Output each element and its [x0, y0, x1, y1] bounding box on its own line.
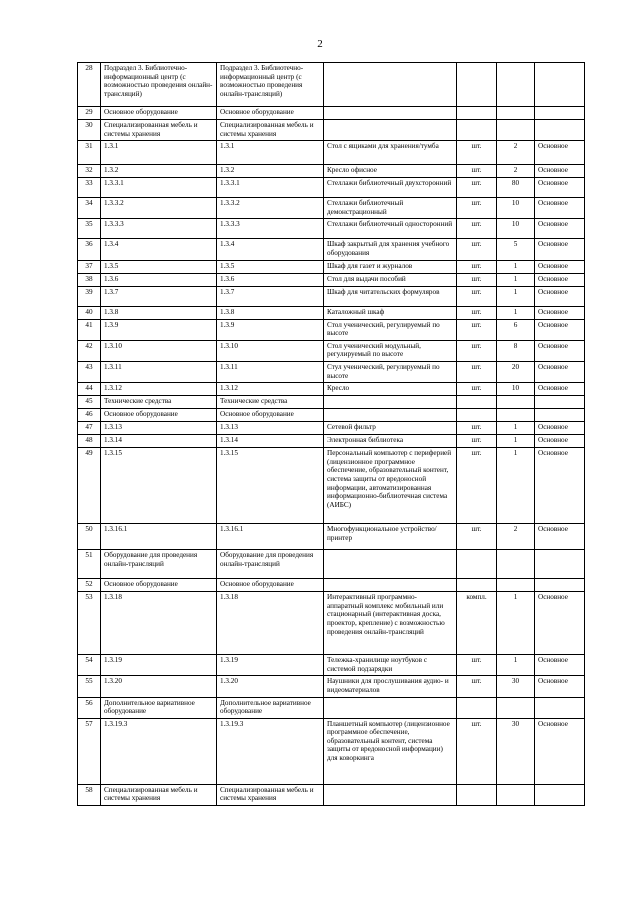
code-cell: Дополнительное вариативное оборудование: [217, 697, 324, 718]
code-cell: Основное оборудование: [217, 579, 324, 592]
quantity-cell: 1: [497, 422, 535, 435]
unit-cell: [457, 697, 497, 718]
code-cell: 1.3.1: [217, 141, 324, 165]
quantity-cell: 1: [497, 260, 535, 273]
unit-cell: шт.: [457, 141, 497, 165]
section-code-cell: Основное оборудование: [101, 409, 217, 422]
item-name-cell: Шкаф закрытый для хранения учебного оборудования: [324, 239, 457, 260]
quantity-cell: [497, 409, 535, 422]
section-code-cell: Основное оборудование: [101, 579, 217, 592]
quantity-cell: 80: [497, 178, 535, 198]
row-number-cell: 54: [78, 655, 101, 676]
section-code-cell: 1.3.4: [101, 239, 217, 260]
unit-cell: шт.: [457, 319, 497, 340]
quantity-cell: 8: [497, 340, 535, 361]
row-number-cell: 46: [78, 409, 101, 422]
equipment-type-cell: Основное: [535, 306, 585, 319]
equipment-type-cell: [535, 579, 585, 592]
unit-cell: [457, 579, 497, 592]
equipment-table: [77, 62, 585, 806]
item-name-cell: Многофункциональное устройство/принтер: [324, 524, 457, 550]
equipment-type-cell: Основное: [535, 383, 585, 396]
table-row: [78, 592, 585, 655]
equipment-type-cell: Основное: [535, 435, 585, 448]
unit-cell: шт.: [457, 198, 497, 219]
table-row: [78, 306, 585, 319]
section-code-cell: 1.3.3.1: [101, 178, 217, 198]
section-code-cell: Подраздел 3. Библиотечно-информационный центр (с возможностью проведения онлайн-трансляций): [101, 63, 217, 107]
table-row: [78, 319, 585, 340]
unit-cell: [457, 550, 497, 579]
row-number-cell: 52: [78, 579, 101, 592]
row-number-cell: 29: [78, 107, 101, 120]
item-name-cell: [324, 784, 457, 805]
section-code-cell: 1.3.13: [101, 422, 217, 435]
code-cell: 1.3.10: [217, 340, 324, 361]
quantity-cell: [497, 107, 535, 120]
equipment-type-cell: Основное: [535, 219, 585, 239]
section-code-cell: 1.3.19.3: [101, 718, 217, 784]
table-row: [78, 422, 585, 435]
unit-cell: [457, 409, 497, 422]
item-name-cell: Стул ученический, регулируемый по высоте: [324, 361, 457, 382]
section-code-cell: 1.3.8: [101, 306, 217, 319]
quantity-cell: 1: [497, 435, 535, 448]
unit-cell: шт.: [457, 448, 497, 524]
section-code-cell: 1.3.11: [101, 361, 217, 382]
table-row: [78, 198, 585, 219]
unit-cell: шт.: [457, 219, 497, 239]
item-name-cell: Наушники для прослушивания аудио- и видеоматериалов: [324, 676, 457, 697]
code-cell: Подраздел 3. Библиотечно-информационный центр (с возможностью проведения онлайн-трансляций): [217, 63, 324, 107]
item-name-cell: Стол ученический, регулируемый по высоте: [324, 319, 457, 340]
equipment-type-cell: Основное: [535, 319, 585, 340]
code-cell: 1.3.11: [217, 361, 324, 382]
item-name-cell: [324, 107, 457, 120]
code-cell: Основное оборудование: [217, 409, 324, 422]
section-code-cell: 1.3.9: [101, 319, 217, 340]
equipment-type-cell: Основное: [535, 718, 585, 784]
item-name-cell: [324, 579, 457, 592]
equipment-type-cell: [535, 396, 585, 409]
table-row: [78, 697, 585, 718]
quantity-cell: 6: [497, 319, 535, 340]
quantity-cell: [497, 579, 535, 592]
table-row: [78, 396, 585, 409]
section-code-cell: 1.3.20: [101, 676, 217, 697]
equipment-type-cell: Основное: [535, 198, 585, 219]
section-code-cell: 1.3.16.1: [101, 524, 217, 550]
code-cell: Специализированная мебель и системы хранения: [217, 120, 324, 141]
code-cell: 1.3.8: [217, 306, 324, 319]
row-number-cell: 55: [78, 676, 101, 697]
quantity-cell: 20: [497, 361, 535, 382]
section-code-cell: Дополнительное вариативное оборудование: [101, 697, 217, 718]
section-code-cell: 1.3.12: [101, 383, 217, 396]
table-row: [78, 273, 585, 286]
quantity-cell: 10: [497, 198, 535, 219]
unit-cell: [457, 107, 497, 120]
item-name-cell: Сетевой фильтр: [324, 422, 457, 435]
table-row: [78, 120, 585, 141]
unit-cell: шт.: [457, 655, 497, 676]
item-name-cell: Персональный компьютер с периферией (лицензионное программное обеспечение, образовательный контент, система защиты от вредоносной информации, автоматизированная информационно-библиотечная система (АИБС): [324, 448, 457, 524]
item-name-cell: [324, 120, 457, 141]
quantity-cell: 2: [497, 524, 535, 550]
equipment-type-cell: Основное: [535, 448, 585, 524]
table-row: [78, 141, 585, 165]
quantity-cell: [497, 63, 535, 107]
equipment-type-cell: Основное: [535, 141, 585, 165]
item-name-cell: Кресло офисное: [324, 165, 457, 178]
unit-cell: шт.: [457, 718, 497, 784]
equipment-type-cell: Основное: [535, 178, 585, 198]
quantity-cell: 1: [497, 655, 535, 676]
unit-cell: шт.: [457, 306, 497, 319]
code-cell: 1.3.19: [217, 655, 324, 676]
quantity-cell: [497, 784, 535, 805]
row-number-cell: 32: [78, 165, 101, 178]
code-cell: Технические средства: [217, 396, 324, 409]
code-cell: 1.3.20: [217, 676, 324, 697]
equipment-type-cell: [535, 63, 585, 107]
row-number-cell: 51: [78, 550, 101, 579]
unit-cell: шт.: [457, 361, 497, 382]
row-number-cell: 42: [78, 340, 101, 361]
item-name-cell: Кресло: [324, 383, 457, 396]
equipment-type-cell: [535, 697, 585, 718]
table-row: [78, 63, 585, 107]
section-code-cell: 1.3.1: [101, 141, 217, 165]
row-number-cell: 47: [78, 422, 101, 435]
quantity-cell: 1: [497, 286, 535, 306]
row-number-cell: 50: [78, 524, 101, 550]
code-cell: Специализированная мебель и системы хранения: [217, 784, 324, 805]
section-code-cell: 1.3.3.3: [101, 219, 217, 239]
row-number-cell: 44: [78, 383, 101, 396]
equipment-type-cell: Основное: [535, 676, 585, 697]
unit-cell: шт.: [457, 383, 497, 396]
quantity-cell: 2: [497, 165, 535, 178]
row-number-cell: 57: [78, 718, 101, 784]
quantity-cell: 5: [497, 239, 535, 260]
code-cell: Основное оборудование: [217, 107, 324, 120]
row-number-cell: 56: [78, 697, 101, 718]
unit-cell: шт.: [457, 524, 497, 550]
section-code-cell: Специализированная мебель и системы хранения: [101, 120, 217, 141]
item-name-cell: Тележка-хранилище ноутбуков с системой подзарядки: [324, 655, 457, 676]
quantity-cell: 30: [497, 718, 535, 784]
equipment-type-cell: [535, 550, 585, 579]
equipment-type-cell: Основное: [535, 592, 585, 655]
section-code-cell: Технические средства: [101, 396, 217, 409]
equipment-type-cell: [535, 107, 585, 120]
item-name-cell: [324, 697, 457, 718]
table-row: [78, 435, 585, 448]
code-cell: 1.3.3.3: [217, 219, 324, 239]
table-row: [78, 448, 585, 524]
equipment-type-cell: Основное: [535, 422, 585, 435]
section-code-cell: 1.3.3.2: [101, 198, 217, 219]
table-row: [78, 676, 585, 697]
row-number-cell: 39: [78, 286, 101, 306]
code-cell: 1.3.5: [217, 260, 324, 273]
item-name-cell: [324, 63, 457, 107]
quantity-cell: 30: [497, 676, 535, 697]
code-cell: 1.3.15: [217, 448, 324, 524]
equipment-type-cell: Основное: [535, 340, 585, 361]
table-row: [78, 107, 585, 120]
equipment-type-cell: Основное: [535, 286, 585, 306]
quantity-cell: 1: [497, 592, 535, 655]
table-row: [78, 655, 585, 676]
table-row: [78, 409, 585, 422]
section-code-cell: 1.3.5: [101, 260, 217, 273]
quantity-cell: [497, 120, 535, 141]
table-row: [78, 361, 585, 382]
quantity-cell: 1: [497, 448, 535, 524]
item-name-cell: [324, 396, 457, 409]
unit-cell: шт.: [457, 239, 497, 260]
unit-cell: шт.: [457, 165, 497, 178]
item-name-cell: Каталожный шкаф: [324, 306, 457, 319]
section-code-cell: 1.3.19: [101, 655, 217, 676]
section-code-cell: 1.3.2: [101, 165, 217, 178]
section-code-cell: 1.3.14: [101, 435, 217, 448]
equipment-type-cell: [535, 784, 585, 805]
code-cell: 1.3.14: [217, 435, 324, 448]
unit-cell: шт.: [457, 340, 497, 361]
row-number-cell: 43: [78, 361, 101, 382]
quantity-cell: 10: [497, 383, 535, 396]
unit-cell: шт.: [457, 676, 497, 697]
section-code-cell: Специализированная мебель и системы хранения: [101, 784, 217, 805]
table-row: [78, 286, 585, 306]
unit-cell: [457, 120, 497, 141]
item-name-cell: Стеллажи библиотечный демонстрационный: [324, 198, 457, 219]
unit-cell: шт.: [457, 435, 497, 448]
section-code-cell: 1.3.15: [101, 448, 217, 524]
item-name-cell: [324, 550, 457, 579]
code-cell: 1.3.4: [217, 239, 324, 260]
code-cell: 1.3.19.3: [217, 718, 324, 784]
equipment-type-cell: Основное: [535, 165, 585, 178]
table-row: [78, 383, 585, 396]
section-code-cell: 1.3.7: [101, 286, 217, 306]
quantity-cell: 10: [497, 219, 535, 239]
code-cell: 1.3.9: [217, 319, 324, 340]
equipment-type-cell: [535, 409, 585, 422]
table-row: [78, 524, 585, 550]
row-number-cell: 41: [78, 319, 101, 340]
row-number-cell: 35: [78, 219, 101, 239]
code-cell: Оборудование для проведения онлайн-трансляций: [217, 550, 324, 579]
code-cell: 1.3.3.1: [217, 178, 324, 198]
item-name-cell: Стол с ящиками для хранения/тумба: [324, 141, 457, 165]
table-row: [78, 784, 585, 805]
row-number-cell: 33: [78, 178, 101, 198]
section-code-cell: Основное оборудование: [101, 107, 217, 120]
code-cell: 1.3.16.1: [217, 524, 324, 550]
code-cell: 1.3.2: [217, 165, 324, 178]
item-name-cell: Интерактивный программно-аппаратный комплекс мобильный или стационарный (интерактивная доска, проектор, крепление) с возможностью проведения онлайн-трансляций: [324, 592, 457, 655]
code-cell: 1.3.7: [217, 286, 324, 306]
row-number-cell: 28: [78, 63, 101, 107]
equipment-type-cell: Основное: [535, 273, 585, 286]
unit-cell: компл.: [457, 592, 497, 655]
row-number-cell: 58: [78, 784, 101, 805]
code-cell: 1.3.13: [217, 422, 324, 435]
equipment-type-cell: Основное: [535, 655, 585, 676]
code-cell: 1.3.3.2: [217, 198, 324, 219]
row-number-cell: 31: [78, 141, 101, 165]
unit-cell: [457, 396, 497, 409]
table-row: [78, 219, 585, 239]
item-name-cell: Шкаф для читательских формуляров: [324, 286, 457, 306]
equipment-type-cell: Основное: [535, 260, 585, 273]
item-name-cell: Шкаф для газет и журналов: [324, 260, 457, 273]
row-number-cell: 37: [78, 260, 101, 273]
table-row: [78, 239, 585, 260]
section-code-cell: 1.3.18: [101, 592, 217, 655]
unit-cell: [457, 784, 497, 805]
page-number: 2: [317, 38, 323, 50]
unit-cell: [457, 63, 497, 107]
quantity-cell: [497, 396, 535, 409]
row-number-cell: 36: [78, 239, 101, 260]
section-code-cell: 1.3.10: [101, 340, 217, 361]
item-name-cell: Стол ученический модульный, регулируемый по высоте: [324, 340, 457, 361]
code-cell: 1.3.12: [217, 383, 324, 396]
section-code-cell: 1.3.6: [101, 273, 217, 286]
quantity-cell: [497, 697, 535, 718]
table-row: [78, 260, 585, 273]
item-name-cell: Стол для выдачи пособий: [324, 273, 457, 286]
section-code-cell: Оборудование для проведения онлайн-трансляций: [101, 550, 217, 579]
quantity-cell: [497, 550, 535, 579]
code-cell: 1.3.6: [217, 273, 324, 286]
equipment-type-cell: Основное: [535, 524, 585, 550]
unit-cell: шт.: [457, 286, 497, 306]
table-row: [78, 718, 585, 784]
quantity-cell: 2: [497, 141, 535, 165]
item-name-cell: [324, 409, 457, 422]
quantity-cell: 1: [497, 273, 535, 286]
unit-cell: шт.: [457, 178, 497, 198]
table-row: [78, 550, 585, 579]
table-row: [78, 340, 585, 361]
row-number-cell: 48: [78, 435, 101, 448]
row-number-cell: 30: [78, 120, 101, 141]
row-number-cell: 45: [78, 396, 101, 409]
code-cell: 1.3.18: [217, 592, 324, 655]
row-number-cell: 38: [78, 273, 101, 286]
row-number-cell: 53: [78, 592, 101, 655]
item-name-cell: Стеллажи библиотечный двухсторонний: [324, 178, 457, 198]
equipment-table-body: [78, 63, 585, 806]
row-number-cell: 34: [78, 198, 101, 219]
unit-cell: шт.: [457, 273, 497, 286]
unit-cell: шт.: [457, 422, 497, 435]
equipment-type-cell: Основное: [535, 361, 585, 382]
unit-cell: шт.: [457, 260, 497, 273]
quantity-cell: 1: [497, 306, 535, 319]
row-number-cell: 40: [78, 306, 101, 319]
table-row: [78, 579, 585, 592]
table-row: [78, 178, 585, 198]
item-name-cell: Планшетный компьютер (лицензионное программное обеспечение, образовательный контент, система защиты от вредоносной информации) для коворкинга: [324, 718, 457, 784]
table-row: [78, 165, 585, 178]
item-name-cell: Электронная библиотека: [324, 435, 457, 448]
row-number-cell: 49: [78, 448, 101, 524]
equipment-type-cell: Основное: [535, 239, 585, 260]
equipment-type-cell: [535, 120, 585, 141]
item-name-cell: Стеллажи библиотечный односторонний: [324, 219, 457, 239]
